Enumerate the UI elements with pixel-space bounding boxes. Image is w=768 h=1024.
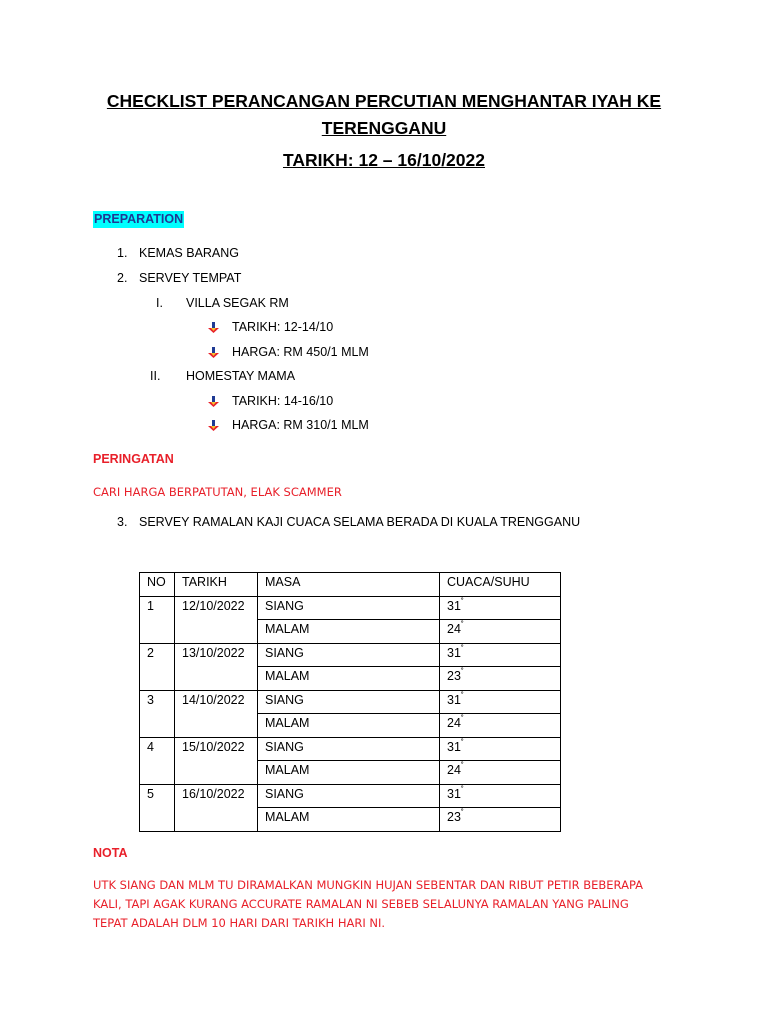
table-row xyxy=(140,643,561,667)
place-2-number: II. xyxy=(150,369,161,383)
row-tarikh: 13/10/2022 xyxy=(175,643,258,690)
row-no: 3 xyxy=(140,690,175,737)
arrow-bullet-icon xyxy=(208,347,220,359)
nota-line-3: TEPAT ADALAH DLM 10 HARI DARI TARIKH HARI NI. xyxy=(93,916,386,930)
header-masa: MASA xyxy=(258,573,440,597)
preparation-heading: PREPARATION xyxy=(94,212,184,226)
place-1-number: I. xyxy=(156,296,163,310)
nota-heading: NOTA xyxy=(93,846,128,860)
row-malam-temp: 23˚ xyxy=(440,808,561,832)
place-1-name: VILLA SEGAK RM xyxy=(186,296,289,310)
row-malam: MALAM xyxy=(258,667,440,691)
header-no: NO xyxy=(140,573,175,597)
row-siang-temp: 31˚ xyxy=(440,643,561,667)
arrow-bullet-icon xyxy=(208,322,220,334)
item-3-number: 3. xyxy=(117,515,128,529)
row-malam: MALAM xyxy=(258,808,440,832)
place-1-tarikh: TARIKH: 12-14/10 xyxy=(232,320,334,334)
item-1-number: 1. xyxy=(117,246,128,260)
place-1-harga: HARGA: RM 450/1 MLM xyxy=(232,345,369,359)
nota-text xyxy=(93,876,673,933)
table-row xyxy=(140,737,561,761)
table-row xyxy=(140,784,561,808)
row-siang: SIANG xyxy=(258,690,440,714)
arrow-bullet-icon xyxy=(208,420,220,432)
row-siang-temp: 31˚ xyxy=(440,737,561,761)
row-tarikh: 14/10/2022 xyxy=(175,690,258,737)
document-date: TARIKH: 12 – 16/10/2022 xyxy=(282,150,485,170)
row-siang-temp: 31˚ xyxy=(440,784,561,808)
document-title xyxy=(60,88,708,142)
row-malam: MALAM xyxy=(258,620,440,644)
row-tarikh: 15/10/2022 xyxy=(175,737,258,784)
header-cuaca: CUACA/SUHU xyxy=(440,573,561,597)
row-malam: MALAM xyxy=(258,714,440,738)
row-siang: SIANG xyxy=(258,784,440,808)
nota-line-1: UTK SIANG DAN MLM TU DIRAMALKAN MUNGKIN HUJAN SEBENTAR DAN RIBUT PETIR BEBERAPA xyxy=(93,878,644,892)
place-2-harga: HARGA: RM 310/1 MLM xyxy=(232,418,369,432)
row-malam-temp: 24˚ xyxy=(440,620,561,644)
header-tarikh: TARIKH xyxy=(175,573,258,597)
row-tarikh: 12/10/2022 xyxy=(175,596,258,643)
place-2-tarikh: TARIKH: 14-16/10 xyxy=(232,394,334,408)
row-no: 2 xyxy=(140,643,175,690)
title-line-2: TERENGGANU xyxy=(321,118,447,138)
item-2-text: SERVEY TEMPAT xyxy=(139,271,242,285)
row-malam-temp: 24˚ xyxy=(440,761,561,785)
row-siang-temp: 31˚ xyxy=(440,690,561,714)
arrow-bullet-icon xyxy=(208,396,220,408)
peringatan-text: CARI HARGA BERPATUTAN, ELAK SCAMMER xyxy=(93,485,342,499)
row-no: 1 xyxy=(140,596,175,643)
table-row xyxy=(140,596,561,620)
place-2-name: HOMESTAY MAMA xyxy=(186,369,296,383)
item-3-text: SERVEY RAMALAN KAJI CUACA SELAMA BERADA DI KUALA TRENGGANU xyxy=(139,515,581,529)
item-2-number: 2. xyxy=(117,271,128,285)
row-no: 4 xyxy=(140,737,175,784)
row-siang: SIANG xyxy=(258,596,440,620)
nota-line-2: KALI, TAPI AGAK KURANG ACCURATE RAMALAN NI SEBEB SELALUNYA RAMALAN YANG PALING xyxy=(93,897,629,911)
row-siang: SIANG xyxy=(258,643,440,667)
title-line-1: CHECKLIST PERANCANGAN PERCUTIAN MENGHANTAR IYAH KE xyxy=(106,91,662,111)
peringatan-heading: PERINGATAN xyxy=(93,452,174,466)
item-1-text: KEMAS BARANG xyxy=(139,246,240,260)
weather-table xyxy=(139,572,561,832)
row-siang: SIANG xyxy=(258,737,440,761)
row-siang-temp: 31˚ xyxy=(440,596,561,620)
row-malam: MALAM xyxy=(258,761,440,785)
row-malam-temp: 23˚ xyxy=(440,667,561,691)
table-row xyxy=(140,690,561,714)
table-header-row xyxy=(140,573,561,597)
row-malam-temp: 24˚ xyxy=(440,714,561,738)
row-no: 5 xyxy=(140,784,175,831)
row-tarikh: 16/10/2022 xyxy=(175,784,258,831)
